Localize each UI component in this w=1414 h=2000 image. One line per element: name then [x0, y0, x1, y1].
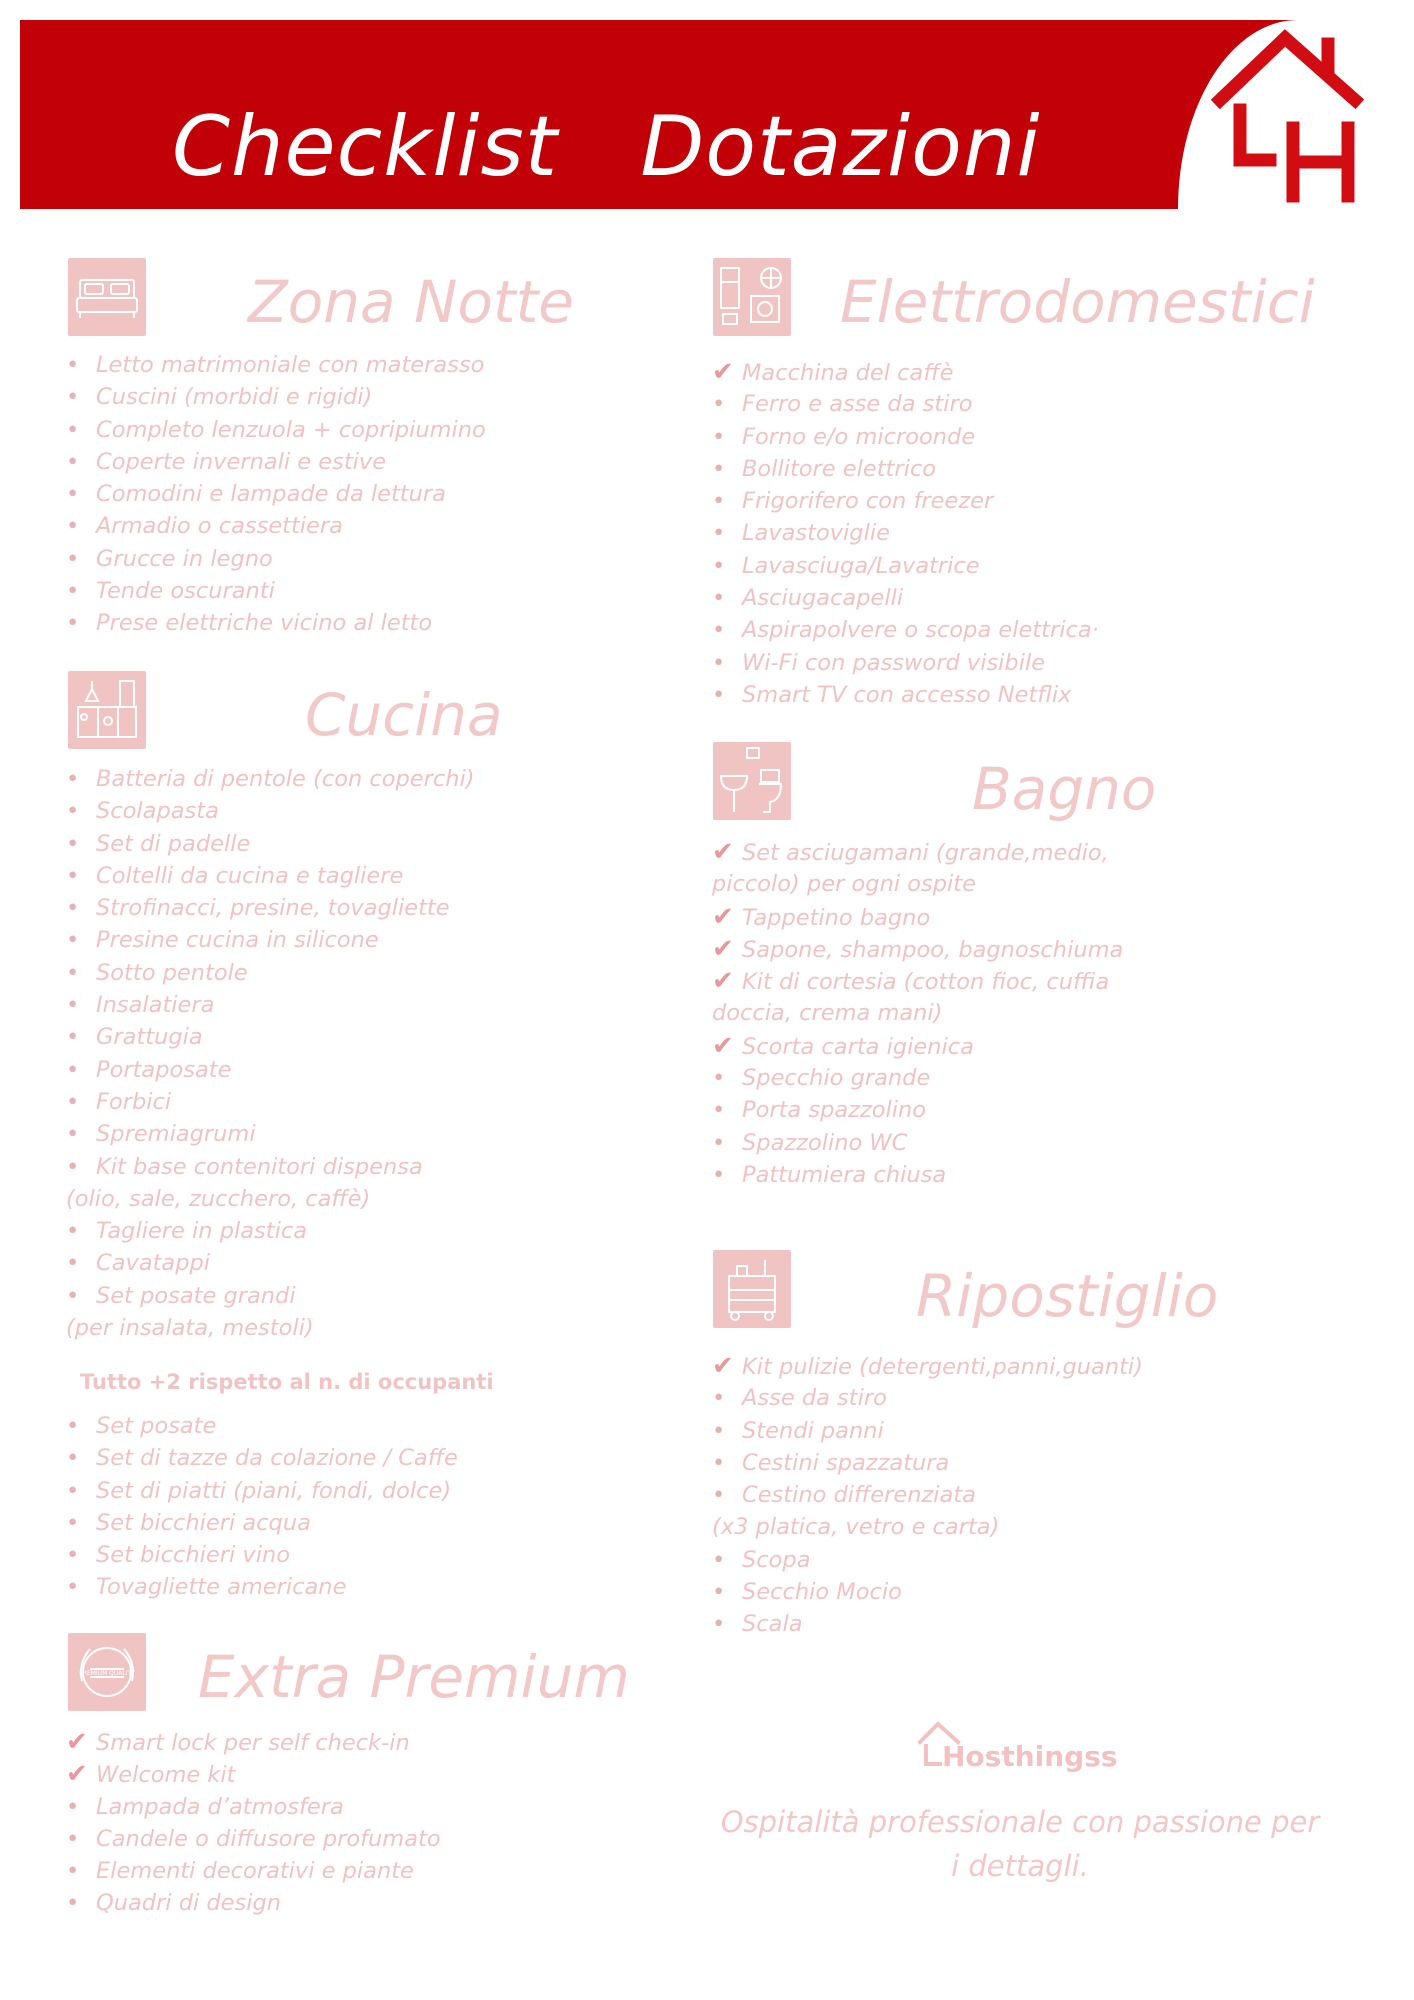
list-item-text: Cuscini (morbidi e rigidi): [96, 384, 373, 411]
list-item: [712, 1127, 1123, 1159]
list-item-text: Specchio grande: [742, 1065, 931, 1092]
list-item: [66, 1086, 475, 1118]
list-item-text: Scopa: [742, 1546, 811, 1573]
list-item: [66, 1539, 458, 1571]
bullet-icon: •: [66, 513, 80, 540]
list-item-text: Set di padelle: [96, 830, 251, 857]
bullet-icon: •: [712, 1065, 726, 1092]
appliances-icon: [713, 258, 791, 336]
list-item: [66, 1118, 475, 1150]
list-item-text: Tovagliette americane: [96, 1574, 347, 1601]
list-item: [712, 1576, 1143, 1608]
list-item: [712, 965, 1123, 997]
list-item: [66, 989, 475, 1021]
list-item-text: Tagliere in plastica: [96, 1218, 307, 1245]
list-item-text: Batteria di pentole (con coperchi): [96, 766, 475, 792]
list-item-text: Sapone, shampoo, bagnoschiuma: [742, 936, 1124, 963]
list-item: [66, 828, 475, 860]
list-item: [712, 614, 1099, 646]
section-title-extra-premium: Extra Premium: [198, 1643, 630, 1711]
list-item-text: Porta spazzolino: [742, 1097, 927, 1124]
list-item: [66, 349, 486, 381]
check-icon: ✔: [712, 901, 734, 932]
list-item: [66, 795, 475, 827]
tagline: Ospitalità professionale con passione per i dettagli.: [720, 1805, 1320, 1883]
check-icon: ✔: [712, 933, 734, 964]
premium-badge-icon: [68, 1633, 146, 1711]
list-item-text: piccolo) per ogni ospite: [712, 871, 976, 898]
bullet-icon: •: [712, 1129, 726, 1156]
bullet-icon: •: [66, 1121, 80, 1148]
bullet-icon: •: [712, 1161, 726, 1188]
list-item-text: Kit pulizie (detergenti,panni,guanti): [742, 1354, 1143, 1380]
bullet-icon: •: [66, 927, 80, 954]
bullet-icon: •: [66, 1825, 80, 1852]
list-item-text: Set di piatti (piani, fondi, dolce): [96, 1477, 452, 1504]
list-item: [712, 1350, 1143, 1382]
list-item: [712, 485, 1099, 517]
list-item-text: Kit base contenitori dispensa: [96, 1153, 423, 1180]
list-item-text: Set asciugamani (grande,medio,: [742, 840, 1109, 866]
list-item: [66, 1571, 458, 1603]
zona-notte-list: [66, 349, 486, 640]
list-item-text: Insalatiera: [96, 992, 215, 1019]
list-item: [66, 1887, 441, 1919]
list-item-text: Forbici: [96, 1088, 172, 1115]
list-item: [66, 1247, 475, 1279]
bullet-icon: •: [712, 391, 726, 418]
list-item: [712, 1094, 1123, 1126]
bullet-icon: •: [66, 959, 80, 986]
bullet-icon: •: [66, 352, 80, 378]
bed-icon: [68, 258, 146, 336]
list-item: [66, 510, 486, 542]
cucina-subheading: Tutto +2 rispetto al n. di occupanti: [80, 1370, 494, 1394]
bullet-icon: •: [712, 423, 726, 450]
list-item: [66, 1021, 475, 1053]
list-item-text: Strofinacci, presine, tovagliette: [96, 895, 450, 922]
bullet-icon: •: [712, 488, 726, 515]
list-item-text: Letto matrimoniale con materasso: [96, 352, 485, 378]
list-item: [66, 1183, 475, 1215]
elettrodomestici-list: [712, 356, 1099, 711]
list-item-text: Armadio o cassettiera: [96, 513, 343, 540]
list-item: [66, 1410, 458, 1442]
bullet-icon: •: [66, 545, 80, 572]
list-item-text: doccia, crema mani): [712, 1000, 943, 1027]
list-item: [66, 1507, 458, 1539]
list-item: [66, 763, 475, 795]
list-item: [66, 1215, 475, 1247]
list-item: [66, 607, 486, 639]
check-icon: ✔: [66, 1727, 88, 1757]
list-item-text: Pattumiera chiusa: [742, 1161, 947, 1188]
list-item: [66, 957, 475, 989]
bullet-icon: •: [712, 1482, 726, 1509]
list-item: [66, 575, 486, 607]
list-item: [66, 1442, 458, 1474]
list-item-text: Forno e/o microonde: [742, 423, 976, 450]
list-item-text: Bollitore elettrico: [742, 455, 937, 482]
list-item: [66, 860, 475, 892]
bullet-icon: •: [66, 1088, 80, 1115]
bagno-list: [712, 836, 1123, 1191]
list-item-text: Coltelli da cucina e tagliere: [96, 862, 404, 889]
list-item-text: Portaposate: [96, 1056, 232, 1083]
bullet-icon: •: [66, 798, 80, 825]
list-item: [712, 1030, 1123, 1062]
bathroom-icon: [713, 742, 791, 820]
list-item-text: Wi-Fi con password visibile: [742, 649, 1046, 676]
list-item: [66, 1151, 475, 1183]
bullet-icon: •: [66, 1056, 80, 1083]
list-item: [712, 453, 1099, 485]
list-item: [712, 1415, 1143, 1447]
list-item: [66, 414, 486, 446]
list-item: [66, 1758, 441, 1790]
bullet-icon: •: [712, 1546, 726, 1573]
list-item: [66, 1054, 475, 1086]
list-item-text: (olio, sale, zucchero, caffè): [66, 1185, 371, 1212]
list-item: [712, 1544, 1143, 1576]
list-item: [712, 582, 1099, 614]
list-item: [712, 647, 1099, 679]
list-item-text: Coperte invernali e estive: [96, 448, 387, 475]
bullet-icon: •: [712, 1417, 726, 1444]
list-item: [712, 1382, 1143, 1414]
bullet-icon: •: [66, 1793, 80, 1820]
list-item: [712, 1159, 1123, 1191]
bullet-icon: •: [66, 384, 80, 411]
list-item: [712, 901, 1123, 933]
list-item-text: Presine cucina in silicone: [96, 927, 379, 954]
list-item: [712, 1608, 1143, 1640]
list-item-text: Spazzolino WC: [742, 1129, 908, 1156]
bullet-icon: •: [66, 416, 80, 443]
list-item: [66, 1823, 441, 1855]
list-item: [66, 1475, 458, 1507]
list-item-text: Cestini spazzatura: [742, 1449, 950, 1476]
list-item-text: Welcome kit: [96, 1762, 236, 1789]
bullet-icon: •: [66, 1250, 80, 1277]
bullet-icon: •: [712, 1611, 726, 1638]
list-item: [66, 1855, 441, 1887]
list-item: [712, 836, 1123, 868]
bullet-icon: •: [66, 1509, 80, 1536]
list-item: [66, 446, 486, 478]
house-logo-icon: [1205, 28, 1365, 204]
bullet-icon: •: [712, 1385, 726, 1412]
check-icon: ✔: [712, 1030, 734, 1061]
bullet-icon: •: [712, 649, 726, 676]
check-icon: ✔: [712, 357, 734, 387]
list-item-text: Sotto pentole: [96, 959, 248, 986]
list-item-text: Lampada d’atmosfera: [96, 1793, 344, 1820]
list-item: [712, 1447, 1143, 1479]
bullet-icon: •: [66, 830, 80, 857]
list-item-text: Elementi decorativi e piante: [96, 1858, 414, 1885]
list-item-text: Stendi panni: [742, 1417, 884, 1444]
list-item-text: Asciugacapelli: [742, 585, 904, 612]
kitchen-icon: [68, 671, 146, 749]
bullet-icon: •: [66, 1282, 80, 1309]
list-item: [66, 1280, 475, 1312]
bullet-icon: •: [712, 1579, 726, 1606]
list-item: [712, 679, 1099, 711]
bullet-icon: •: [66, 766, 80, 792]
list-item-text: Smart TV con accesso Netflix: [742, 681, 1072, 708]
list-item: [712, 421, 1099, 453]
list-item-text: Scala: [742, 1611, 803, 1638]
list-item: [712, 1511, 1143, 1543]
list-item-text: Cestino differenziata: [742, 1482, 976, 1509]
list-item-text: Kit di cortesia (cotton fioc, cuffia: [742, 969, 1110, 996]
bullet-icon: •: [66, 1413, 80, 1439]
list-item: [66, 892, 475, 924]
list-item-text: Set bicchieri vino: [96, 1542, 290, 1569]
bullet-icon: •: [66, 895, 80, 922]
list-item-text: Grattugia: [96, 1024, 203, 1051]
list-item-text: Secchio Mocio: [742, 1579, 902, 1606]
bullet-icon: •: [66, 1445, 80, 1472]
bullet-icon: •: [712, 681, 726, 708]
bullet-icon: •: [66, 1218, 80, 1245]
list-item: [712, 1062, 1123, 1094]
section-title-elettrodomestici: Elettrodomestici: [840, 268, 1315, 336]
list-item: [712, 388, 1099, 420]
list-item-text: Smart lock per self check-in: [96, 1730, 410, 1756]
list-item-text: Quadri di design: [96, 1890, 282, 1917]
bullet-icon: •: [66, 1477, 80, 1504]
extra-premium-list: [66, 1726, 441, 1920]
bullet-icon: •: [66, 448, 80, 475]
section-title-zona-notte: Zona Notte: [248, 268, 574, 336]
list-item-text: Scolapasta: [96, 798, 219, 825]
list-item-text: Set di tazze da colazione / Caffe: [96, 1445, 458, 1472]
list-item-text: Candele o diffusore profumato: [96, 1825, 441, 1852]
list-item: [66, 1312, 475, 1344]
check-icon: ✔: [66, 1759, 88, 1790]
list-item: [712, 997, 1123, 1029]
premium-badge-text: PREMIUM QUALITY: [79, 1670, 135, 1677]
list-item-text: Aspirapolvere o scopa elettrica·: [742, 617, 1099, 644]
list-item: [712, 517, 1099, 549]
bullet-icon: •: [66, 1574, 80, 1601]
bullet-icon: •: [712, 520, 726, 547]
list-item: [66, 1726, 441, 1758]
section-title-bagno: Bagno: [972, 755, 1157, 823]
bullet-icon: •: [712, 617, 726, 644]
bullet-icon: •: [712, 552, 726, 579]
list-item-text: Lavastoviglie: [742, 520, 890, 547]
list-item-text: Set posate grandi: [96, 1282, 296, 1309]
bullet-icon: •: [712, 1449, 726, 1476]
list-item-text: Macchina del caffè: [742, 360, 954, 386]
list-item-text: Comodini e lampade da lettura: [96, 481, 446, 508]
list-item: [66, 1791, 441, 1823]
bullet-icon: •: [66, 1890, 80, 1917]
bullet-icon: •: [712, 1097, 726, 1124]
list-item-text: Lavasciuga/Lavatrice: [742, 552, 980, 579]
list-item-text: Cavatappi: [96, 1250, 211, 1277]
list-item-text: Completo lenzuola + copripiumino: [96, 416, 486, 443]
bullet-icon: •: [66, 610, 80, 637]
list-item-text: Spremiagrumi: [96, 1121, 256, 1148]
list-item-text: Ferro e asse da stiro: [742, 391, 973, 418]
list-item: [712, 1479, 1143, 1511]
bullet-icon: •: [712, 455, 726, 482]
check-icon: ✔: [712, 966, 734, 997]
list-item-text: (x3 platica, vetro e carta): [712, 1514, 1000, 1541]
section-title-ripostiglio: Ripostiglio: [916, 1262, 1219, 1330]
cleaning-cart-icon: [713, 1250, 791, 1328]
bullet-icon: •: [66, 578, 80, 605]
list-item-text: Asse da stiro: [742, 1385, 887, 1412]
bullet-icon: •: [66, 1542, 80, 1569]
bullet-icon: •: [66, 481, 80, 508]
check-icon: ✔: [712, 1351, 734, 1381]
bullet-icon: •: [66, 1858, 80, 1885]
list-item: [712, 550, 1099, 582]
list-item-text: (per insalata, mestoli): [66, 1315, 314, 1342]
check-icon: ✔: [712, 837, 734, 867]
list-item-text: Set posate: [96, 1413, 217, 1439]
ripostiglio-list: [712, 1350, 1143, 1641]
list-item-text: Tende oscuranti: [96, 578, 275, 605]
bullet-icon: •: [66, 862, 80, 889]
list-item-text: Frigorifero con freezer: [742, 488, 994, 515]
list-item: [66, 381, 486, 413]
list-item-text: Tappetino bagno: [742, 904, 931, 931]
section-title-cucina: Cucina: [305, 681, 503, 749]
cucina-list: [66, 763, 475, 1344]
list-item: [712, 356, 1099, 388]
list-item: [712, 933, 1123, 965]
list-item-text: Prese elettriche vicino al letto: [96, 610, 433, 637]
bullet-icon: •: [712, 585, 726, 612]
page-title: Checklist Dotazioni: [172, 98, 1041, 195]
list-item-text: Grucce in legno: [96, 545, 273, 572]
bullet-icon: •: [66, 992, 80, 1019]
list-item-text: Set bicchieri acqua: [96, 1509, 311, 1536]
list-item: [712, 868, 1123, 900]
list-item-text: Scorta carta igienica: [742, 1033, 974, 1060]
cucina-extra-list: [66, 1410, 458, 1604]
bullet-icon: •: [66, 1024, 80, 1051]
list-item: [66, 924, 475, 956]
list-item: [66, 543, 486, 575]
brand-name: Hosthingss: [942, 1740, 1118, 1773]
list-item: [66, 478, 486, 510]
bullet-icon: •: [66, 1153, 80, 1180]
